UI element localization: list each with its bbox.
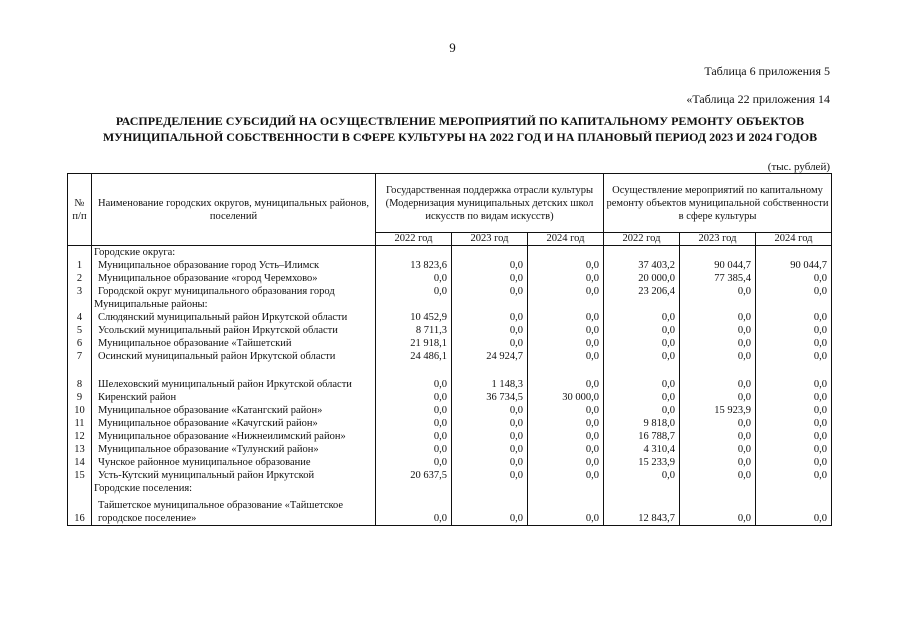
amount-cell: 0,0 [452,417,528,430]
title-line-1: РАСПРЕДЕЛЕНИЕ СУБСИДИЙ НА ОСУЩЕСТВЛЕНИЕ МЕРОПРИЯТИЙ ПО КАПИТАЛЬНОМУ РЕМОНТУ ОБЪЕКТОВ [115,114,805,128]
row-number: 4 [68,311,92,324]
empty-cell [376,298,452,311]
header-number: № п/п [68,174,92,246]
table-row [68,259,832,272]
header-year: 2023 год [680,233,756,246]
amount-cell: 37 403,2 [604,259,680,272]
row-number: 1 [68,259,92,272]
empty-cell [680,298,756,311]
amount-cell: 0,0 [680,350,756,363]
table-body [68,246,832,526]
row-number: 8 [68,363,92,391]
amount-cell: 0,0 [680,337,756,350]
table-row [68,272,832,285]
amount-cell: 0,0 [680,324,756,337]
empty-cell [756,482,832,495]
amount-cell: 0,0 [756,337,832,350]
table-row [68,311,832,324]
amount-cell: 0,0 [756,469,832,482]
amount-cell: 0,0 [756,404,832,417]
amount-cell: 0,0 [528,285,604,298]
group-label: Муниципальные районы: [92,298,376,311]
municipality-name: Муниципальное образование «Качугский район» [92,417,376,430]
amount-cell: 0,0 [376,285,452,298]
amount-cell: 1 148,3 [452,363,528,391]
amount-cell: 90 044,7 [680,259,756,272]
empty-cell [604,482,680,495]
municipality-name: Киренский район [92,391,376,404]
amount-cell: 0,0 [756,456,832,469]
municipality-name: Шелеховский муниципальный район Иркутской области [92,363,376,391]
header-name: Наименование городских округов, муниципальных районов, поселений [92,174,376,246]
amount-cell: 0,0 [756,311,832,324]
municipality-name: Муниципальное образование «Катангский район» [92,404,376,417]
municipality-name: Усольский муниципальный район Иркутской области [92,324,376,337]
table-reference: «Таблица 22 приложения 14 [686,92,830,106]
header-year: 2024 год [756,233,832,246]
amount-cell: 0,0 [528,337,604,350]
row-number: 6 [68,337,92,350]
amount-cell: 0,0 [756,350,832,363]
amount-cell: 0,0 [376,363,452,391]
row-number: 7 [68,350,92,363]
amount-cell: 0,0 [452,469,528,482]
amount-cell: 0,0 [528,324,604,337]
row-number: 13 [68,443,92,456]
amount-cell: 0,0 [680,391,756,404]
row-number: 2 [68,272,92,285]
amount-cell: 0,0 [376,443,452,456]
amount-cell: 15 233,9 [604,456,680,469]
amount-cell: 90 044,7 [756,259,832,272]
amount-cell: 0,0 [604,363,680,391]
amount-cell: 12 843,7 [604,495,680,525]
amount-cell: 0,0 [756,417,832,430]
amount-cell: 24 486,1 [376,350,452,363]
amount-cell: 0,0 [376,495,452,525]
amount-cell: 0,0 [604,324,680,337]
amount-cell: 0,0 [756,272,832,285]
amount-cell: 0,0 [376,391,452,404]
table-row [68,456,832,469]
amount-cell: 13 823,6 [376,259,452,272]
amount-cell: 0,0 [528,350,604,363]
amount-cell: 0,0 [376,272,452,285]
empty-cell [376,482,452,495]
amount-cell: 0,0 [680,417,756,430]
row-number: 9 [68,391,92,404]
group-label: Городские округа: [92,246,376,260]
empty-cell [452,298,528,311]
municipality-name: Муниципальное образование «Тулунский район» [92,443,376,456]
amount-cell: 0,0 [680,311,756,324]
municipality-name: Осинский муниципальный район Иркутской области [92,350,376,363]
amount-cell: 0,0 [680,363,756,391]
table-row [68,443,832,456]
amount-cell: 0,0 [528,272,604,285]
amount-cell: 0,0 [452,456,528,469]
amount-cell: 0,0 [756,495,832,525]
amount-cell: 0,0 [528,363,604,391]
amount-cell: 0,0 [452,259,528,272]
empty-cell [756,246,832,260]
amount-cell: 0,0 [452,311,528,324]
amount-cell: 21 918,1 [376,337,452,350]
amount-cell: 8 711,3 [376,324,452,337]
amount-cell: 0,0 [604,311,680,324]
amount-cell: 0,0 [452,285,528,298]
amount-cell: 0,0 [376,404,452,417]
amount-cell: 0,0 [452,430,528,443]
amount-cell: 0,0 [528,259,604,272]
municipality-name: Муниципальное образование город Усть–Илимск [92,259,376,272]
row-number: 15 [68,469,92,482]
municipality-name: Муниципальное образование «Тайшетский [92,337,376,350]
table-row [68,324,832,337]
municipality-name: Тайшетское муниципальное образование «Тайшетское городское поселение» [92,495,376,525]
amount-cell: 30 000,0 [528,391,604,404]
amount-cell: 0,0 [376,430,452,443]
amount-cell: 0,0 [604,337,680,350]
amount-cell: 23 206,4 [604,285,680,298]
amount-cell: 0,0 [604,469,680,482]
municipality-name: Городской округ муниципального образования город [92,285,376,298]
empty-cell [604,298,680,311]
header-year: 2023 год [452,233,528,246]
row-number: 14 [68,456,92,469]
empty-cell [528,246,604,260]
row-number: 16 [68,495,92,525]
row-number: 3 [68,285,92,298]
amount-cell: 0,0 [376,456,452,469]
group-row [68,246,832,260]
municipality-name: Усть-Кутский муниципальный район Иркутской [92,469,376,482]
amount-cell: 0,0 [452,443,528,456]
empty-cell [528,298,604,311]
amount-cell: 36 734,5 [452,391,528,404]
amount-cell: 0,0 [452,404,528,417]
empty-cell [452,482,528,495]
row-number: 11 [68,417,92,430]
amount-cell: 4 310,4 [604,443,680,456]
municipality-name: Чунское районное муниципальное образование [92,456,376,469]
empty-cell [680,246,756,260]
group-row [68,298,832,311]
table-row [68,285,832,298]
amount-cell: 0,0 [528,495,604,525]
table-row [68,337,832,350]
group-row [68,482,832,495]
amount-cell: 0,0 [528,311,604,324]
empty-cell [756,298,832,311]
table-row [68,469,832,482]
amount-cell: 0,0 [528,430,604,443]
amount-cell: 0,0 [528,443,604,456]
units-note: (тыс. рублей) [767,161,830,173]
amount-cell: 0,0 [756,363,832,391]
header-year: 2022 год [604,233,680,246]
amount-cell: 24 924,7 [452,350,528,363]
amount-cell: 0,0 [680,430,756,443]
empty-cell [604,246,680,260]
amount-cell: 0,0 [452,324,528,337]
amount-cell: 20 637,5 [376,469,452,482]
amount-cell: 10 452,9 [376,311,452,324]
empty-cell [680,482,756,495]
amount-cell: 9 818,0 [604,417,680,430]
title-line-2: МУНИЦИПАЛЬНОЙ СОБСТВЕННОСТИ В СФЕРЕ КУЛЬТУРЫ НА 2022 ГОД И НА ПЛАНОВЫЙ ПЕРИОД 2023 И 2024 ГОДОВ [102,130,818,144]
amount-cell: 16 788,7 [604,430,680,443]
amount-cell: 0,0 [528,469,604,482]
group-number-cell [68,246,92,260]
amount-cell: 0,0 [680,469,756,482]
table-row [68,495,832,525]
amount-cell: 0,0 [604,404,680,417]
amount-cell: 0,0 [680,443,756,456]
amount-cell: 0,0 [452,495,528,525]
header-year: 2024 год [528,233,604,246]
amount-cell: 0,0 [604,391,680,404]
amount-cell: 0,0 [680,456,756,469]
table-row [68,391,832,404]
amount-cell: 0,0 [756,324,832,337]
header-year: 2022 год [376,233,452,246]
amount-cell: 0,0 [452,272,528,285]
table-row [68,404,832,417]
municipality-name: Муниципальное образование «город Черемхово» [92,272,376,285]
amount-cell: 0,0 [756,430,832,443]
municipality-name: Слюдянский муниципальный район Иркутской области [92,311,376,324]
appendix-reference: Таблица 6 приложения 5 [704,64,830,78]
amount-cell: 0,0 [756,285,832,298]
table-row [68,363,832,391]
group-number-cell [68,482,92,495]
amount-cell: 0,0 [376,417,452,430]
amount-cell: 0,0 [680,495,756,525]
amount-cell: 0,0 [528,417,604,430]
table-row [68,417,832,430]
amount-cell: 15 923,9 [680,404,756,417]
row-number: 5 [68,324,92,337]
amount-cell: 0,0 [680,285,756,298]
document-title [90,113,830,145]
amount-cell: 0,0 [528,404,604,417]
amount-cell: 77 385,4 [680,272,756,285]
amount-cell: 0,0 [604,350,680,363]
amount-cell: 0,0 [756,443,832,456]
municipality-name: Муниципальное образование «Нижнеилимский район» [92,430,376,443]
amount-cell: 0,0 [756,391,832,404]
group-label: Городские поселения: [92,482,376,495]
group-number-cell [68,298,92,311]
table-row [68,430,832,443]
empty-cell [376,246,452,260]
row-number: 12 [68,430,92,443]
empty-cell [528,482,604,495]
table-row [68,350,832,363]
subsidy-table [67,173,832,526]
empty-cell [452,246,528,260]
page-number: 9 [449,40,456,55]
amount-cell: 20 000,0 [604,272,680,285]
amount-cell: 0,0 [528,456,604,469]
row-number: 10 [68,404,92,417]
header-group-capital-repair: Осуществление мероприятий по капитальному ремонту объектов муниципальной собственности в сфере культуры [604,174,832,233]
amount-cell: 0,0 [452,337,528,350]
header-group-state-support: Государственная поддержка отрасли культуры (Модернизация муниципальных детских школ искусств по видам искусств) [376,174,604,233]
